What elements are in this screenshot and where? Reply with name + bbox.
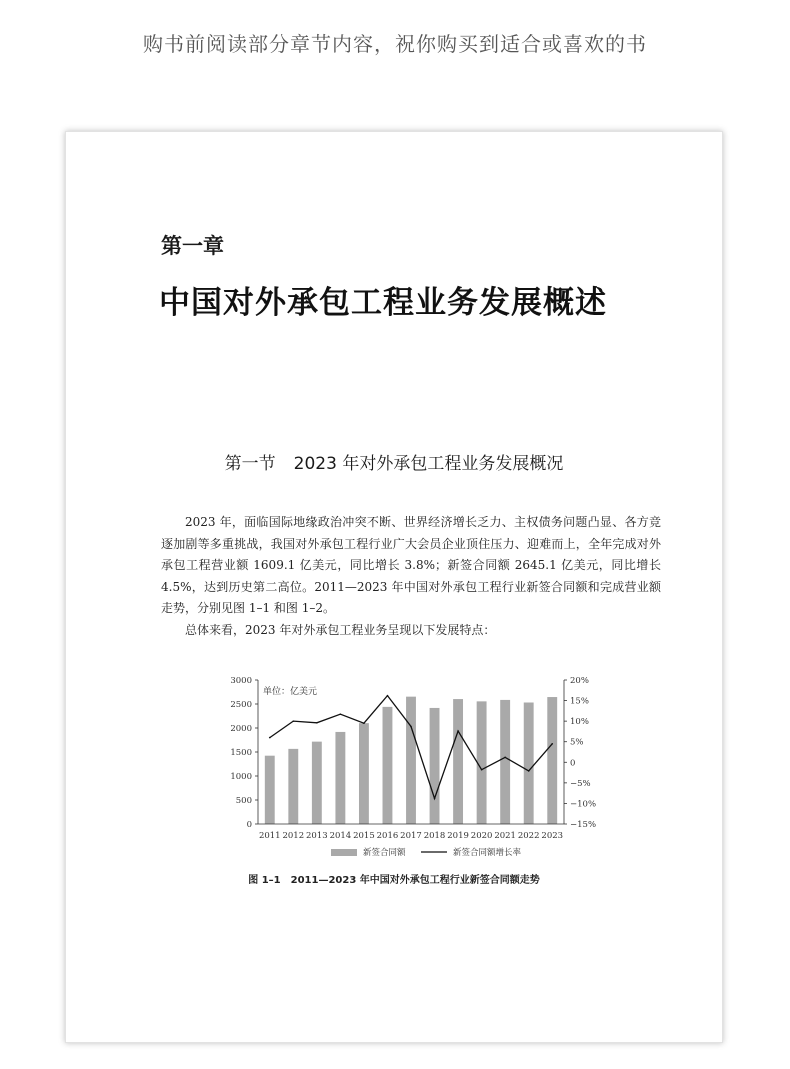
line-point-2015 (363, 722, 365, 724)
bar-2018 (430, 708, 440, 824)
bar-2011 (265, 756, 275, 824)
bar-2017 (406, 697, 416, 824)
x-tick-label: 2012 (282, 831, 305, 841)
y-right-tick-label: 15% (570, 696, 589, 707)
chart-unit-label: 单位：亿美元 (263, 687, 318, 697)
line-point-2020 (481, 769, 483, 771)
bar-2013 (312, 742, 322, 824)
x-tick-label: 2022 (517, 831, 540, 841)
chapter-number: 第一章 (161, 233, 224, 258)
body-text (161, 512, 661, 641)
section-heading (66, 449, 722, 474)
x-tick-label: 2011 (258, 831, 281, 841)
y-left-tick-label: 2500 (230, 700, 252, 710)
y-right-tick-label: −10% (570, 799, 597, 810)
x-tick-label: 2015 (353, 831, 375, 841)
x-tick-label: 2019 (447, 831, 469, 841)
x-tick-label: 2021 (494, 831, 516, 841)
bar-2021 (500, 700, 510, 824)
line-point-2023 (551, 743, 553, 745)
line-point-2019 (457, 730, 459, 732)
line-point-2014 (340, 713, 342, 715)
section-number: 第一节 (224, 454, 276, 474)
bar-2012 (288, 749, 298, 824)
bar-2022 (524, 703, 534, 824)
y-right-tick-label: 20% (570, 676, 589, 686)
chapter-title: 中国对外承包工程业务发展概述 (159, 285, 607, 321)
bar-2014 (335, 732, 345, 824)
line-point-2013 (316, 722, 318, 724)
line-point-2021 (504, 757, 506, 759)
section-title: 2023 年对外承包工程业务发展概况 (293, 454, 564, 474)
top-banner-text: 购书前阅读部分章节内容，祝你购买到适合或喜欢的书 (143, 32, 647, 56)
x-tick-label: 2014 (329, 831, 352, 841)
y-left-tick-label: 1000 (230, 772, 252, 782)
x-tick-label: 2016 (376, 831, 399, 841)
y-left-tick-label: 0 (246, 820, 252, 830)
y-right-tick-label: 10% (570, 717, 589, 728)
y-right-tick-label: 5% (570, 737, 584, 748)
legend-line-label: 新签合同额增长率 (453, 848, 522, 858)
line-point-2022 (528, 770, 530, 772)
y-left-tick-label: 3000 (230, 676, 252, 686)
bar-2020 (477, 701, 487, 824)
paragraph-1: 2023 年，面临国际地缘政治冲突不断、世界经济增长乏力、主权债务问题凸显、各方竞逐加剧等多重挑战，我国对外承包工程行业广大会员企业顶住压力、迎难而上，全年完成对外承包工程营业额 1609.1 亿美元，同比增长 3.8%；新签合同额 2645.1 亿美元，同比增长 4.5%，达到历史第二高位。2011—2023 年中国对外承包工程行业新签合同额和完成营业额走势，分别见图 1–1 和图 1–2。 (161, 515, 661, 615)
x-tick-label: 2013 (306, 831, 328, 841)
figure-caption: 图 1–1 2011—2023 年中国对外承包工程行业新签合同额走势 (248, 875, 540, 886)
line-point-2018 (434, 798, 436, 800)
y-right-tick-label: −15% (570, 820, 597, 830)
bar-2016 (383, 707, 393, 824)
x-tick-label: 2023 (541, 831, 564, 841)
x-tick-label: 2017 (400, 831, 422, 841)
line-point-2017 (410, 726, 412, 728)
book-page (65, 131, 723, 1043)
bar-2015 (359, 723, 369, 824)
y-right-tick-label: 0 (570, 758, 576, 769)
y-right-tick-label: −5% (570, 778, 591, 789)
y-left-tick-label: 1500 (230, 748, 252, 758)
bar-2019 (453, 699, 463, 824)
y-left-tick-label: 500 (235, 796, 252, 806)
line-point-2011 (269, 737, 271, 739)
legend-bar-label: 新签合同额 (363, 848, 406, 858)
line-point-2016 (387, 695, 389, 697)
bar-2023 (547, 697, 557, 824)
paragraph-2: 总体来看，2023 年对外承包工程业务呈现以下发展特点： (185, 622, 496, 637)
y-left-tick-label: 2000 (230, 724, 252, 734)
x-tick-label: 2020 (470, 831, 493, 841)
combo-chart (211, 672, 611, 892)
x-tick-label: 2018 (423, 831, 446, 841)
legend-bar-swatch (331, 849, 357, 856)
figure-chart (211, 672, 611, 892)
line-point-2012 (293, 720, 295, 722)
